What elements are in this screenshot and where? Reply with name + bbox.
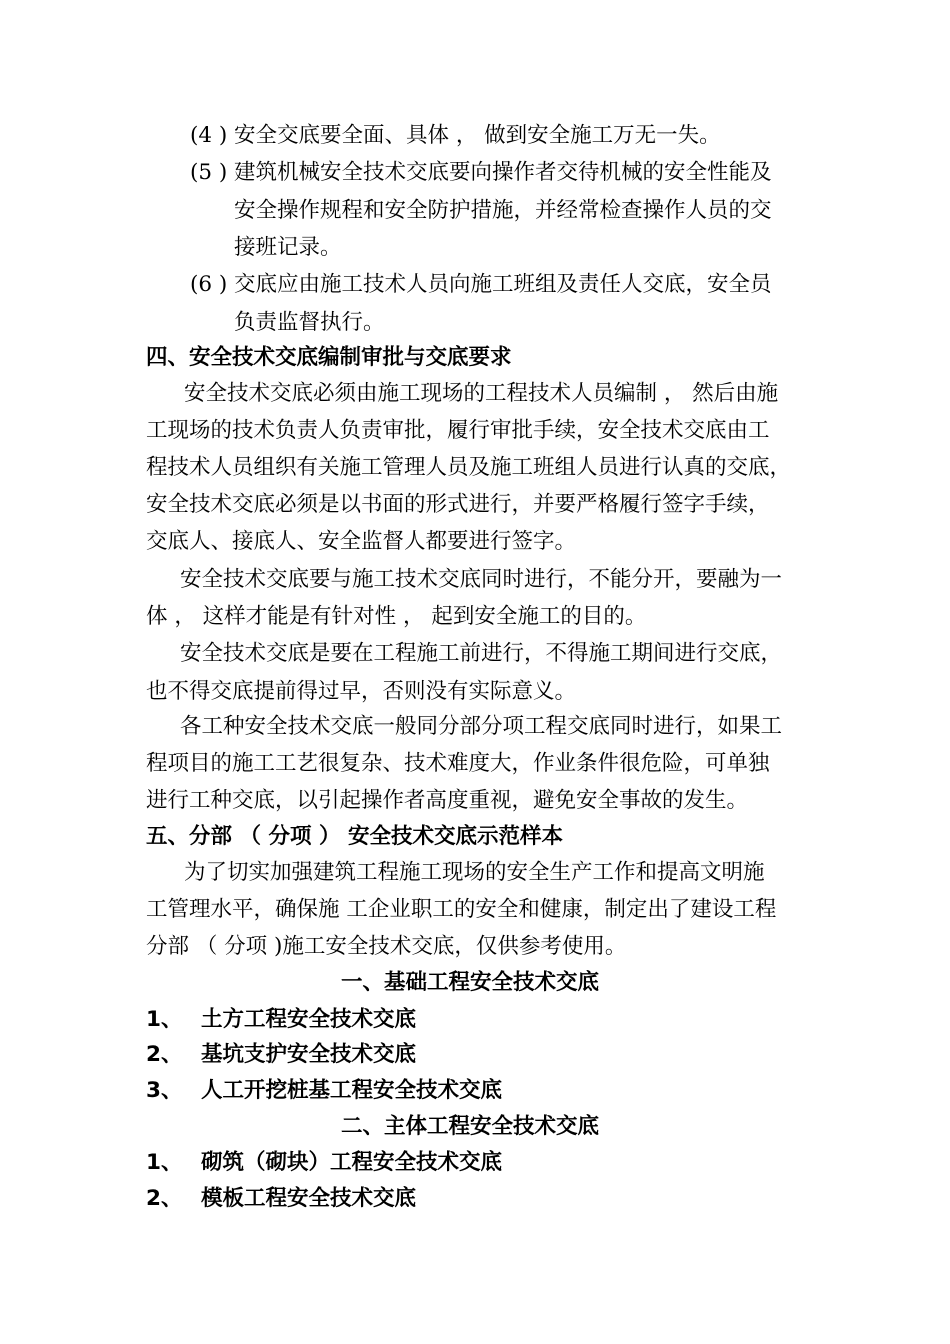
item-prefix: (4 ): [190, 123, 228, 148]
item-prefix: (5 ): [190, 160, 228, 185]
paragraph-line: 安全技术交底是要在工程施工前进行，不得施工期间进行交底，: [180, 641, 783, 666]
item-prefix: (6 ): [190, 272, 228, 297]
list-item-text: 土方工程安全技术交底: [201, 1007, 417, 1032]
section-heading: 四、安全技术交底编制审批与交底要求: [146, 345, 512, 370]
paragraph-line: 安全技术交底必须由施工现场的工程技术人员编制 ， 然后由施: [184, 381, 779, 406]
list-item-number: 1、: [146, 1007, 183, 1032]
part-title: 二、主体工程安全技术交底: [341, 1114, 600, 1139]
paragraph-line: 安全技术交底要与施工技术交底同时进行，不能分开，要融为一: [180, 567, 783, 592]
item-text-line: 交底应由施工技术人员向施工班组及责任人交底，安全员: [234, 272, 772, 297]
list-item-text: 基坑支护安全技术交底: [201, 1042, 417, 1067]
list-item-number: 1、: [146, 1150, 183, 1175]
list-item-number: 3、: [146, 1078, 183, 1103]
list-item-text: 人工开挖桩基工程安全技术交底: [201, 1078, 503, 1103]
section-heading: 五、分部 （ 分项 ） 安全技术交底示范样本: [146, 824, 563, 849]
item-text-line: 建筑机械安全技术交底要向操作者交待机械的安全性能及: [234, 160, 772, 185]
paragraph-line: 各工种安全技术交底一般同分部分项工程交底同时进行，如果工: [180, 714, 783, 739]
paragraph-line: 程项目的施工工艺很复杂、技术难度大，作业条件很危险，可单独: [146, 751, 770, 776]
paragraph-line: 进行工种交底，以引起操作者高度重视，避免安全事故的发生。: [146, 788, 749, 813]
item-text-line: 安全交底要全面、具体 ， 做到安全施工万无一失。: [234, 123, 721, 148]
list-item-text: 模板工程安全技术交底: [201, 1186, 417, 1211]
paragraph-line: 安全技术交底必须是以书面的形式进行，并要严格履行签字手续，: [146, 492, 770, 517]
paragraph-line: 为了切实加强建筑工程施工现场的安全生产工作和提高文明施: [184, 860, 765, 885]
paragraph-line: 也不得交底提前得过早，否则没有实际意义。: [146, 679, 577, 704]
list-item-text: 砌筑（砌块）工程安全技术交底: [201, 1150, 503, 1175]
paragraph-line: 程技术人员组织有关施工管理人员及施工班组人员进行认真的交底，: [146, 455, 792, 480]
paragraph-line: 体 ， 这样才能是有针对性 ， 起到安全施工的目的。: [146, 604, 647, 629]
paragraph-line: 工现场的技术负责人负责审批，履行审批手续，安全技术交底由工: [146, 418, 770, 443]
list-item-number: 2、: [146, 1186, 183, 1211]
paragraph-line: 分部 （ 分项 )施工安全技术交底，仅供参考使用。: [146, 934, 627, 959]
item-text-line: 安全操作规程和安全防护措施，并经常检查操作人员的交: [234, 198, 772, 223]
paragraph-line: 交底人、接底人、安全监督人都要进行签字。: [146, 529, 577, 554]
paragraph-line: 工管理水平，确保施 工企业职工的安全和健康，制定出了建设工程: [146, 897, 777, 922]
list-item-number: 2、: [146, 1042, 183, 1067]
part-title: 一、基础工程安全技术交底: [341, 970, 600, 995]
item-text-line: 负责监督执行。: [234, 310, 385, 335]
item-text-line: 接班记录。: [234, 235, 342, 260]
